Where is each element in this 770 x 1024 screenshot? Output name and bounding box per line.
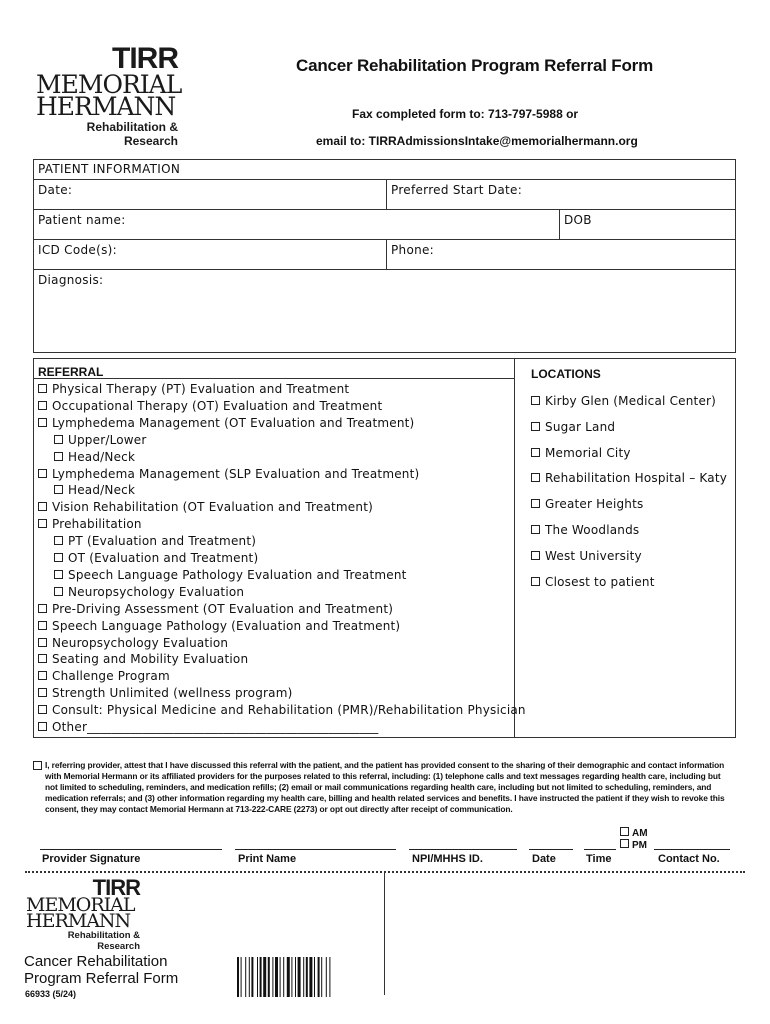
referral-option[interactable] [54, 483, 135, 497]
location-option[interactable] [531, 471, 727, 485]
dob-label: DOB [564, 213, 592, 227]
location-checkbox[interactable] [531, 525, 540, 534]
patient-info-title: PATIENT INFORMATION [38, 162, 181, 176]
location-option[interactable] [531, 575, 655, 589]
location-option[interactable] [531, 394, 716, 408]
location-checkbox[interactable] [531, 422, 540, 431]
barcode-bar [314, 957, 315, 997]
location-checkbox[interactable] [531, 577, 540, 586]
footer-divider [384, 873, 385, 995]
footer-rule [25, 871, 745, 873]
referral-option-label: Challenge Program [52, 669, 170, 684]
npi-label: NPI/MHHS ID. [412, 853, 483, 865]
am-label: AM [632, 828, 648, 839]
referral-option[interactable] [54, 433, 147, 447]
dob-field[interactable] [560, 209, 735, 239]
location-option[interactable] [531, 549, 642, 563]
referral-option[interactable] [38, 652, 248, 666]
barcode-bar [321, 957, 322, 997]
location-option[interactable] [531, 446, 631, 460]
referral-option[interactable] [38, 619, 400, 633]
time-label: Time [586, 853, 612, 865]
barcode-bar [298, 957, 301, 997]
referral-option-label: Occupational Therapy (OT) Evaluation and Treatment [52, 398, 383, 413]
barcode-bar [275, 957, 278, 997]
referral-option[interactable] [38, 500, 373, 514]
referral-option-label: Consult: Physical Medicine and Rehabilitation (PMR)/Rehabilitation Physician [52, 703, 526, 718]
referral-option[interactable] [38, 602, 393, 616]
logo-hermann-text: HERMANN [36, 92, 176, 121]
referral-option-label: Pre-Driving Assessment (OT Evaluation and Treatment) [52, 601, 394, 616]
location-option-label: West University [545, 548, 642, 563]
referral-checkbox[interactable] [38, 502, 47, 511]
barcode [237, 957, 377, 997]
referral-option[interactable] [54, 585, 244, 599]
referral-option-label: Lymphedema Management (SLP Evaluation and Treatment) [52, 466, 420, 481]
barcode-bar [245, 957, 246, 997]
referral-checkbox[interactable] [38, 654, 47, 663]
barcode-bar [303, 957, 304, 997]
referral-title: REFERRAL [38, 365, 104, 379]
icd-code-label: ICD Code(s): [38, 243, 117, 257]
provider-signature-label: Provider Signature [42, 853, 141, 865]
location-checkbox[interactable] [531, 499, 540, 508]
referral-column-divider [514, 359, 515, 737]
location-option[interactable] [531, 420, 615, 434]
form-number: 66933 (5/24) [25, 989, 77, 999]
barcode-bar [249, 957, 250, 997]
referral-checkbox[interactable] [38, 722, 47, 731]
referral-option[interactable] [54, 534, 256, 548]
preferred-start-date-label: Preferred Start Date: [391, 183, 523, 197]
barcode-bar [280, 957, 281, 997]
referral-option-label: Speech Language Pathology Evaluation and Treatment [68, 567, 407, 582]
phone-label: Phone: [391, 243, 435, 257]
sig-date-label: Date [532, 853, 556, 865]
location-checkbox[interactable] [531, 448, 540, 457]
form-title: Cancer Rehabilitation Program Referral Form [296, 56, 653, 75]
referral-option-label: Head/Neck [68, 449, 136, 464]
referral-option-label: Speech Language Pathology (Evaluation and Treatment) [52, 618, 401, 633]
referral-option-label: Seating and Mobility Evaluation [52, 652, 249, 667]
location-checkbox[interactable] [531, 551, 540, 560]
location-option-label: Memorial City [545, 445, 631, 460]
referral-checkbox[interactable] [38, 401, 47, 410]
am-checkbox[interactable] [620, 827, 629, 836]
contact-label: Contact No. [658, 853, 720, 865]
referral-option-label: PT (Evaluation and Treatment) [68, 534, 257, 549]
referral-option[interactable] [38, 703, 526, 717]
referral-checkbox[interactable] [54, 570, 63, 579]
referral-checkbox[interactable] [38, 418, 47, 427]
referral-option-label: Neuropsychology Evaluation [68, 584, 245, 599]
location-option-label: The Woodlands [545, 523, 640, 537]
barcode-bar [263, 957, 266, 997]
logo-tirr-text: TIRR [112, 42, 178, 75]
referral-option[interactable] [38, 399, 382, 413]
footer-logo-subtitle [68, 930, 140, 953]
referral-option-label: Physical Therapy (PT) Evaluation and Treatment [52, 382, 350, 396]
consent-checkbox[interactable] [33, 761, 42, 770]
referral-option[interactable] [38, 686, 292, 700]
logo-subtitle [87, 120, 178, 149]
print-name-line[interactable] [235, 849, 396, 850]
date-label: Date: [38, 183, 73, 197]
email-instructions: email to: TIRRAdmissionsIntake@memorialhermann.org [316, 134, 638, 148]
location-option-label: Greater Heights [545, 497, 644, 512]
location-checkbox[interactable] [531, 396, 540, 405]
barcode-bar [257, 957, 258, 997]
referral-option[interactable] [38, 720, 378, 734]
footer-form-title-line1: Cancer Rehabilitation [24, 953, 168, 970]
referral-checkbox[interactable] [38, 384, 47, 393]
consent-block[interactable] [33, 760, 733, 815]
logo-sub-line1: Rehabilitation & [86, 120, 178, 134]
icd-code-field[interactable] [34, 239, 387, 269]
npi-line[interactable] [409, 849, 517, 850]
referral-checkbox[interactable] [54, 587, 63, 596]
logo-memorial-text: MEMORIAL [36, 70, 182, 99]
referral-option[interactable] [38, 382, 349, 396]
location-checkbox[interactable] [531, 473, 540, 482]
referral-option-label: Prehabilitation [52, 517, 142, 532]
diagnosis-field[interactable] [34, 269, 735, 352]
referral-section [33, 358, 736, 738]
footer-logo-sub-line1: Rehabilitation & [67, 930, 140, 941]
referral-option[interactable] [38, 636, 228, 650]
referral-option[interactable] [38, 669, 170, 683]
referral-checkbox[interactable] [54, 485, 63, 494]
referral-checkbox[interactable] [38, 469, 47, 478]
am-option[interactable] [620, 827, 648, 839]
barcode-bar [237, 957, 239, 997]
patient-name-label: Patient name: [38, 213, 126, 227]
location-option-label: Closest to patient [545, 574, 655, 589]
phone-field[interactable] [387, 239, 735, 269]
referral-title-rule [34, 378, 514, 379]
barcode-bar [291, 957, 292, 997]
referral-option-label: Upper/Lower [68, 432, 147, 447]
referral-option[interactable] [38, 467, 419, 481]
referral-checkbox[interactable] [54, 536, 63, 545]
patient-info-section [33, 159, 736, 353]
footer-logo-tirr-text: TIRR [92, 875, 140, 900]
pm-checkbox[interactable] [620, 839, 629, 848]
barcode-bar [318, 957, 320, 997]
referral-option[interactable] [38, 517, 142, 531]
referral-checkbox[interactable] [38, 638, 47, 647]
consent-text: I, referring provider, attest that I have discussed this referral with the patient, and the patient has provided consent to the sharing of their demographic and contact information with Memorial Hermann or its affiliated providers for the purposes related to this referral, including: (1) telephone calls and text messages regarding health care, including but not limited to scheduling, reminders, and medication refills; (2) email or mail communications regarding health care, including but not limited to scheduling, reminders, and medication referrals; and (3) other information regarding my health care, billing and health related services and benefits. I have instructed the patient if they wish to revoke this consent, they may contact Memorial Hermann at 713-222-CARE (2273) or opt out directly after receipt of communication. [45, 760, 725, 814]
barcode-bar [283, 957, 284, 997]
print-name-label: Print Name [238, 853, 297, 865]
referral-checkbox[interactable] [54, 452, 63, 461]
logo-sub-line2: Research [123, 134, 178, 149]
referral-checkbox[interactable] [38, 688, 47, 697]
barcode-bar [260, 957, 262, 997]
diagnosis-label: Diagnosis: [38, 273, 104, 287]
referral-option-label: Vision Rehabilitation (OT Evaluation and Treatment) [52, 500, 373, 515]
barcode-bar [287, 957, 290, 997]
pm-label: PM [632, 840, 647, 851]
referral-option-label: Lymphedema Management (OT Evaluation and Treatment) [52, 415, 415, 430]
referral-option-label: Neuropsychology Evaluation [52, 635, 229, 650]
referral-option[interactable] [54, 450, 135, 464]
pm-option[interactable] [620, 839, 647, 851]
referral-checkbox[interactable] [54, 553, 63, 562]
referral-option-label: OT (Evaluation and Treatment) [68, 551, 259, 565]
locations-title: LOCATIONS [531, 367, 601, 381]
barcode-bar [329, 957, 330, 997]
referral-checkbox[interactable] [38, 671, 47, 680]
referral-option[interactable] [38, 416, 414, 430]
preferred-start-date-field[interactable] [387, 179, 735, 209]
location-option-label: Kirby Glen (Medical Center) [545, 394, 717, 408]
referral-option[interactable] [54, 568, 407, 582]
barcode-bar [295, 957, 296, 997]
provider-signature-line[interactable] [40, 849, 222, 850]
footer-logo-memorial-text: MEMORIAL [26, 894, 135, 916]
barcode-bar [326, 957, 327, 997]
time-line[interactable] [584, 849, 616, 850]
barcode-bar [272, 957, 273, 997]
referral-option[interactable] [54, 551, 258, 565]
barcode-bar [268, 957, 270, 997]
referral-option-label: Other_______________________________________________ [52, 720, 379, 734]
footer-form-title [24, 953, 178, 987]
location-option[interactable] [531, 523, 639, 537]
location-option-label: Sugar Land [545, 419, 616, 434]
referral-option-label: Head/Neck [68, 483, 136, 498]
footer-logo [26, 875, 142, 951]
referral-checkbox[interactable] [38, 705, 47, 714]
referral-checkbox[interactable] [54, 435, 63, 444]
location-option-label: Rehabilitation Hospital – Katy [545, 471, 728, 486]
header-logo [36, 42, 182, 149]
referral-checkbox[interactable] [38, 519, 47, 528]
referral-checkbox[interactable] [38, 621, 47, 630]
date-line[interactable] [529, 849, 573, 850]
contact-line[interactable] [654, 849, 730, 850]
barcode-bar [306, 957, 308, 997]
barcode-bar [309, 957, 312, 997]
fax-instructions: Fax completed form to: 713-797-5988 or [352, 107, 579, 121]
referral-checkbox[interactable] [38, 604, 47, 613]
footer-form-title-line2: Program Referral Form [24, 970, 179, 987]
footer-logo-hermann-text: HERMANN [26, 910, 131, 932]
date-field[interactable] [34, 179, 387, 209]
footer-logo-sub-line2: Research [97, 941, 140, 953]
barcode-bar [251, 957, 253, 997]
patient-name-field[interactable] [34, 209, 560, 239]
barcode-bar [241, 957, 242, 997]
location-option[interactable] [531, 497, 643, 511]
referral-option-label: Strength Unlimited (wellness program) [52, 686, 293, 701]
